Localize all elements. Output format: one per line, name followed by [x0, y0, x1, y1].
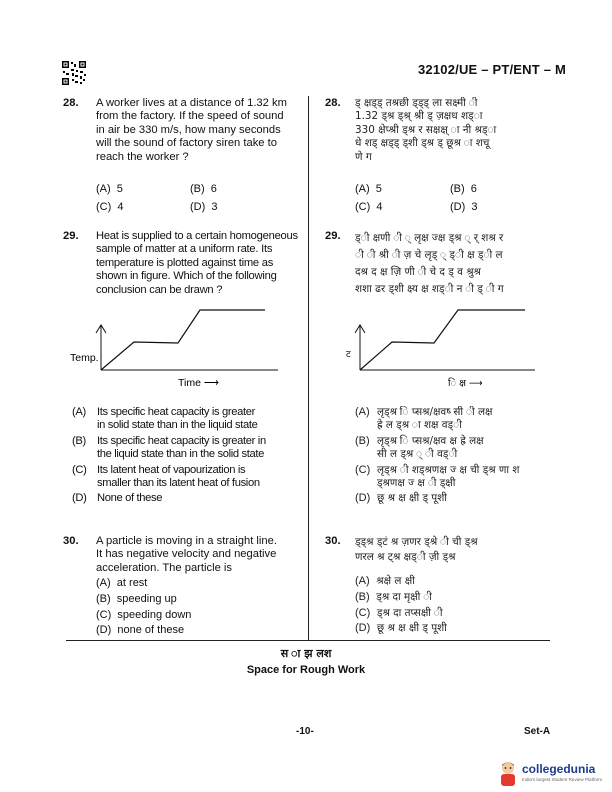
q30-hi-line: णरल श्र ट्श्र क्षड्‍ी ज़ी ड्श्र — [355, 551, 456, 563]
q30-line: It has negative velocity and negative — [96, 548, 277, 561]
q29-hi-option-a[interactable]: (A) लृड्श्र ि प्सश्र/क्षवष्‍ सी ी लक्ष ह्रे ल ड्श्र ा शक्ष वड्‍ी — [355, 406, 493, 432]
q29-hi-option-b[interactable]: (B) लृड्श्र ि प्सश्र/क्षव क्ष ह्रे लक्ष सी ल ड्श्र ् ी वड्‍ी — [355, 434, 484, 461]
q28-hi-number: 28. — [325, 97, 341, 109]
q29-hi-line: दश्र द क्ष ज़ि णी ी चे द ड्‍ व श्रुश्र — [355, 266, 481, 278]
q29-hi-graph — [330, 300, 560, 395]
q30-hi-option-d[interactable]: (D) छू श्र क्ष क्षी ड्‍ पूशी — [355, 622, 447, 635]
q28-line: reach the worker ? — [96, 150, 189, 163]
q30-option-c[interactable]: (C) speeding down — [96, 608, 192, 621]
q28-text — [96, 97, 301, 164]
q30-text — [96, 535, 301, 575]
q29-line: shown in figure. Which of the following — [96, 270, 277, 283]
q29-hi-number: 29. — [325, 230, 341, 242]
q29-hi-option-d[interactable]: (D) छू श्र क्ष क्षी ड्‍ पूशी — [355, 492, 447, 505]
q28-option-b[interactable]: (B) 6 — [190, 183, 217, 195]
q28-hi-line: 330 क्षेप्श्री ड्श्र र सक्षक्ष् ा नी श्रड्‍ा — [355, 123, 497, 136]
q29-hi-line: ी ी श्री ी ज़ चे लृड्‍ ्‍ ड्‍ी क्ष ड्‍ी ल — [355, 249, 503, 261]
q30-hi-text — [355, 535, 555, 565]
rough-work-hi: स ा झ लश — [280, 647, 332, 660]
q28-hi-line: णे ग — [355, 150, 372, 163]
collegedunia-watermark — [496, 760, 608, 790]
q30-option-b[interactable]: (B) speeding up — [96, 592, 177, 605]
page-number: -10- — [296, 726, 314, 737]
q28-line: will the sound of factory siren take to — [96, 137, 277, 150]
q28-hi-option-a[interactable]: (A) 5 — [355, 183, 382, 195]
brand-name: collegedunia — [522, 762, 596, 776]
column-divider — [308, 96, 309, 641]
q29-graph — [60, 300, 290, 395]
q29-option-c[interactable]: (C) Its latent heat of vapourization is smaller than its latent heat of fusion — [72, 463, 260, 490]
q28-hi-line: ड्‍ क्षड्‍ड्‍ तश्रछी ड्‍ड्‍ड्‍ ला सक्ष्मी ी — [355, 97, 478, 109]
mascot-icon — [496, 760, 520, 788]
q30-options — [96, 576, 191, 639]
hi-graph-y-label: ट — [346, 350, 351, 360]
q28-hi-line: 1.32 ड्श्र ड्श्र् श्री ड्‍ ज़क्षध शड्‍ा — [355, 110, 483, 123]
q28-option-a[interactable]: (A) 5 — [96, 183, 123, 195]
q28-line: A worker lives at a distance of 1.32 km — [96, 97, 287, 109]
q30-line: acceleration. The particle is — [96, 561, 232, 574]
q30-hi-options — [355, 574, 555, 637]
q28-hi-option-b[interactable]: (B) 6 — [450, 183, 477, 195]
hi-graph-x-label: ि क्ष ⟶ — [448, 378, 483, 389]
q30-hi-option-c[interactable]: (C) ड्श्र दा तप्सक्षी ी — [355, 606, 443, 619]
paper-code: 32102/UE – PT/ENT – M — [418, 62, 566, 77]
temperature-curve — [101, 310, 265, 370]
q29-line: Heat is supplied to a certain homogeneous — [96, 230, 298, 242]
q29-line: temperature is plotted against time as — [96, 256, 274, 269]
q29-hi-line: शशा ढर ड्शी क्ष्य क्ष शड्‍ी न ी ड्‍ ी ग — [355, 283, 504, 295]
q30-option-a[interactable]: (A) at rest — [96, 577, 148, 589]
q29-option-a[interactable]: (A) Its specific heat capacity is greater in solid state than in the liquid state — [72, 406, 258, 432]
q29-line: sample of matter at a uniform rate. Its — [96, 243, 273, 256]
q29-text — [96, 230, 301, 297]
q30-hi-line: ड्‍ड्श्र ड्‍टं श्र ज़णर ड्‍श्रे ी ची ड्श्र — [355, 536, 478, 548]
q28-line: in air be 330 m/s, how many seconds — [96, 123, 281, 136]
q29-number: 29. — [63, 230, 79, 242]
q30-hi-number: 30. — [325, 535, 341, 547]
section-divider — [66, 640, 550, 641]
q30-option-d[interactable]: (D) none of these — [96, 624, 185, 637]
q29-option-d[interactable]: (D) None of these — [72, 492, 163, 505]
q30-hi-option-b[interactable]: (B) ड्श्र दा मृक्षी ी — [355, 590, 432, 603]
q28-number: 28. — [63, 97, 79, 109]
qr-code — [61, 60, 87, 86]
q29-option-b[interactable]: (B) Its specific heat capacity is greater in the liquid state than in the solid state — [72, 434, 266, 461]
q28-hi-line: धे शड्‍ क्षड्‍ड्‍ ड्‍शी ड्श्र ड्‍ छूश्र ा शचू — [355, 137, 490, 150]
q30-line: A particle is moving in a straight line. — [96, 535, 277, 547]
graph-y-label: Temp. — [70, 352, 99, 364]
q28-hi-option-d[interactable]: (D) 3 — [450, 201, 478, 213]
set-label: Set-A — [524, 726, 551, 737]
q29-hi-option-c[interactable]: (C) लृड्श्र ी शड्श्रणक्ष ज्‍ क्ष ची ड्श्र णा श ड्श्रणक्ष ज्‍ क्ष ी ड्क्षी — [355, 463, 520, 490]
q28-hi-text — [355, 97, 555, 164]
q29-line: conclusion can be drawn ? — [96, 283, 223, 296]
q30-hi-option-a[interactable]: (A) श्रक्षे ल क्षी — [355, 575, 415, 587]
graph-x-label: Time ⟶ — [178, 377, 219, 389]
q28-line: from the factory. If the speed of sound — [96, 110, 284, 123]
q29-options — [72, 406, 302, 506]
rough-work-label: Space for Rough Work — [246, 664, 366, 676]
q28-option-c[interactable]: (C) 4 — [96, 201, 124, 213]
q28-hi-option-c[interactable]: (C) 4 — [355, 201, 383, 213]
q29-hi-line: ड्‍ी क्षणी ी ्‍ लृक्ष ज्‍क्ष ड्श्र ्‍ र् शश्र र — [355, 232, 504, 244]
brand-tagline: India's largest Student Review Platform — [522, 777, 603, 782]
hi-temperature-curve — [360, 310, 525, 370]
q28-option-d[interactable]: (D) 3 — [190, 201, 218, 213]
q29-hi-options — [355, 406, 555, 506]
q29-hi-text — [355, 230, 555, 298]
q30-number: 30. — [63, 535, 79, 547]
